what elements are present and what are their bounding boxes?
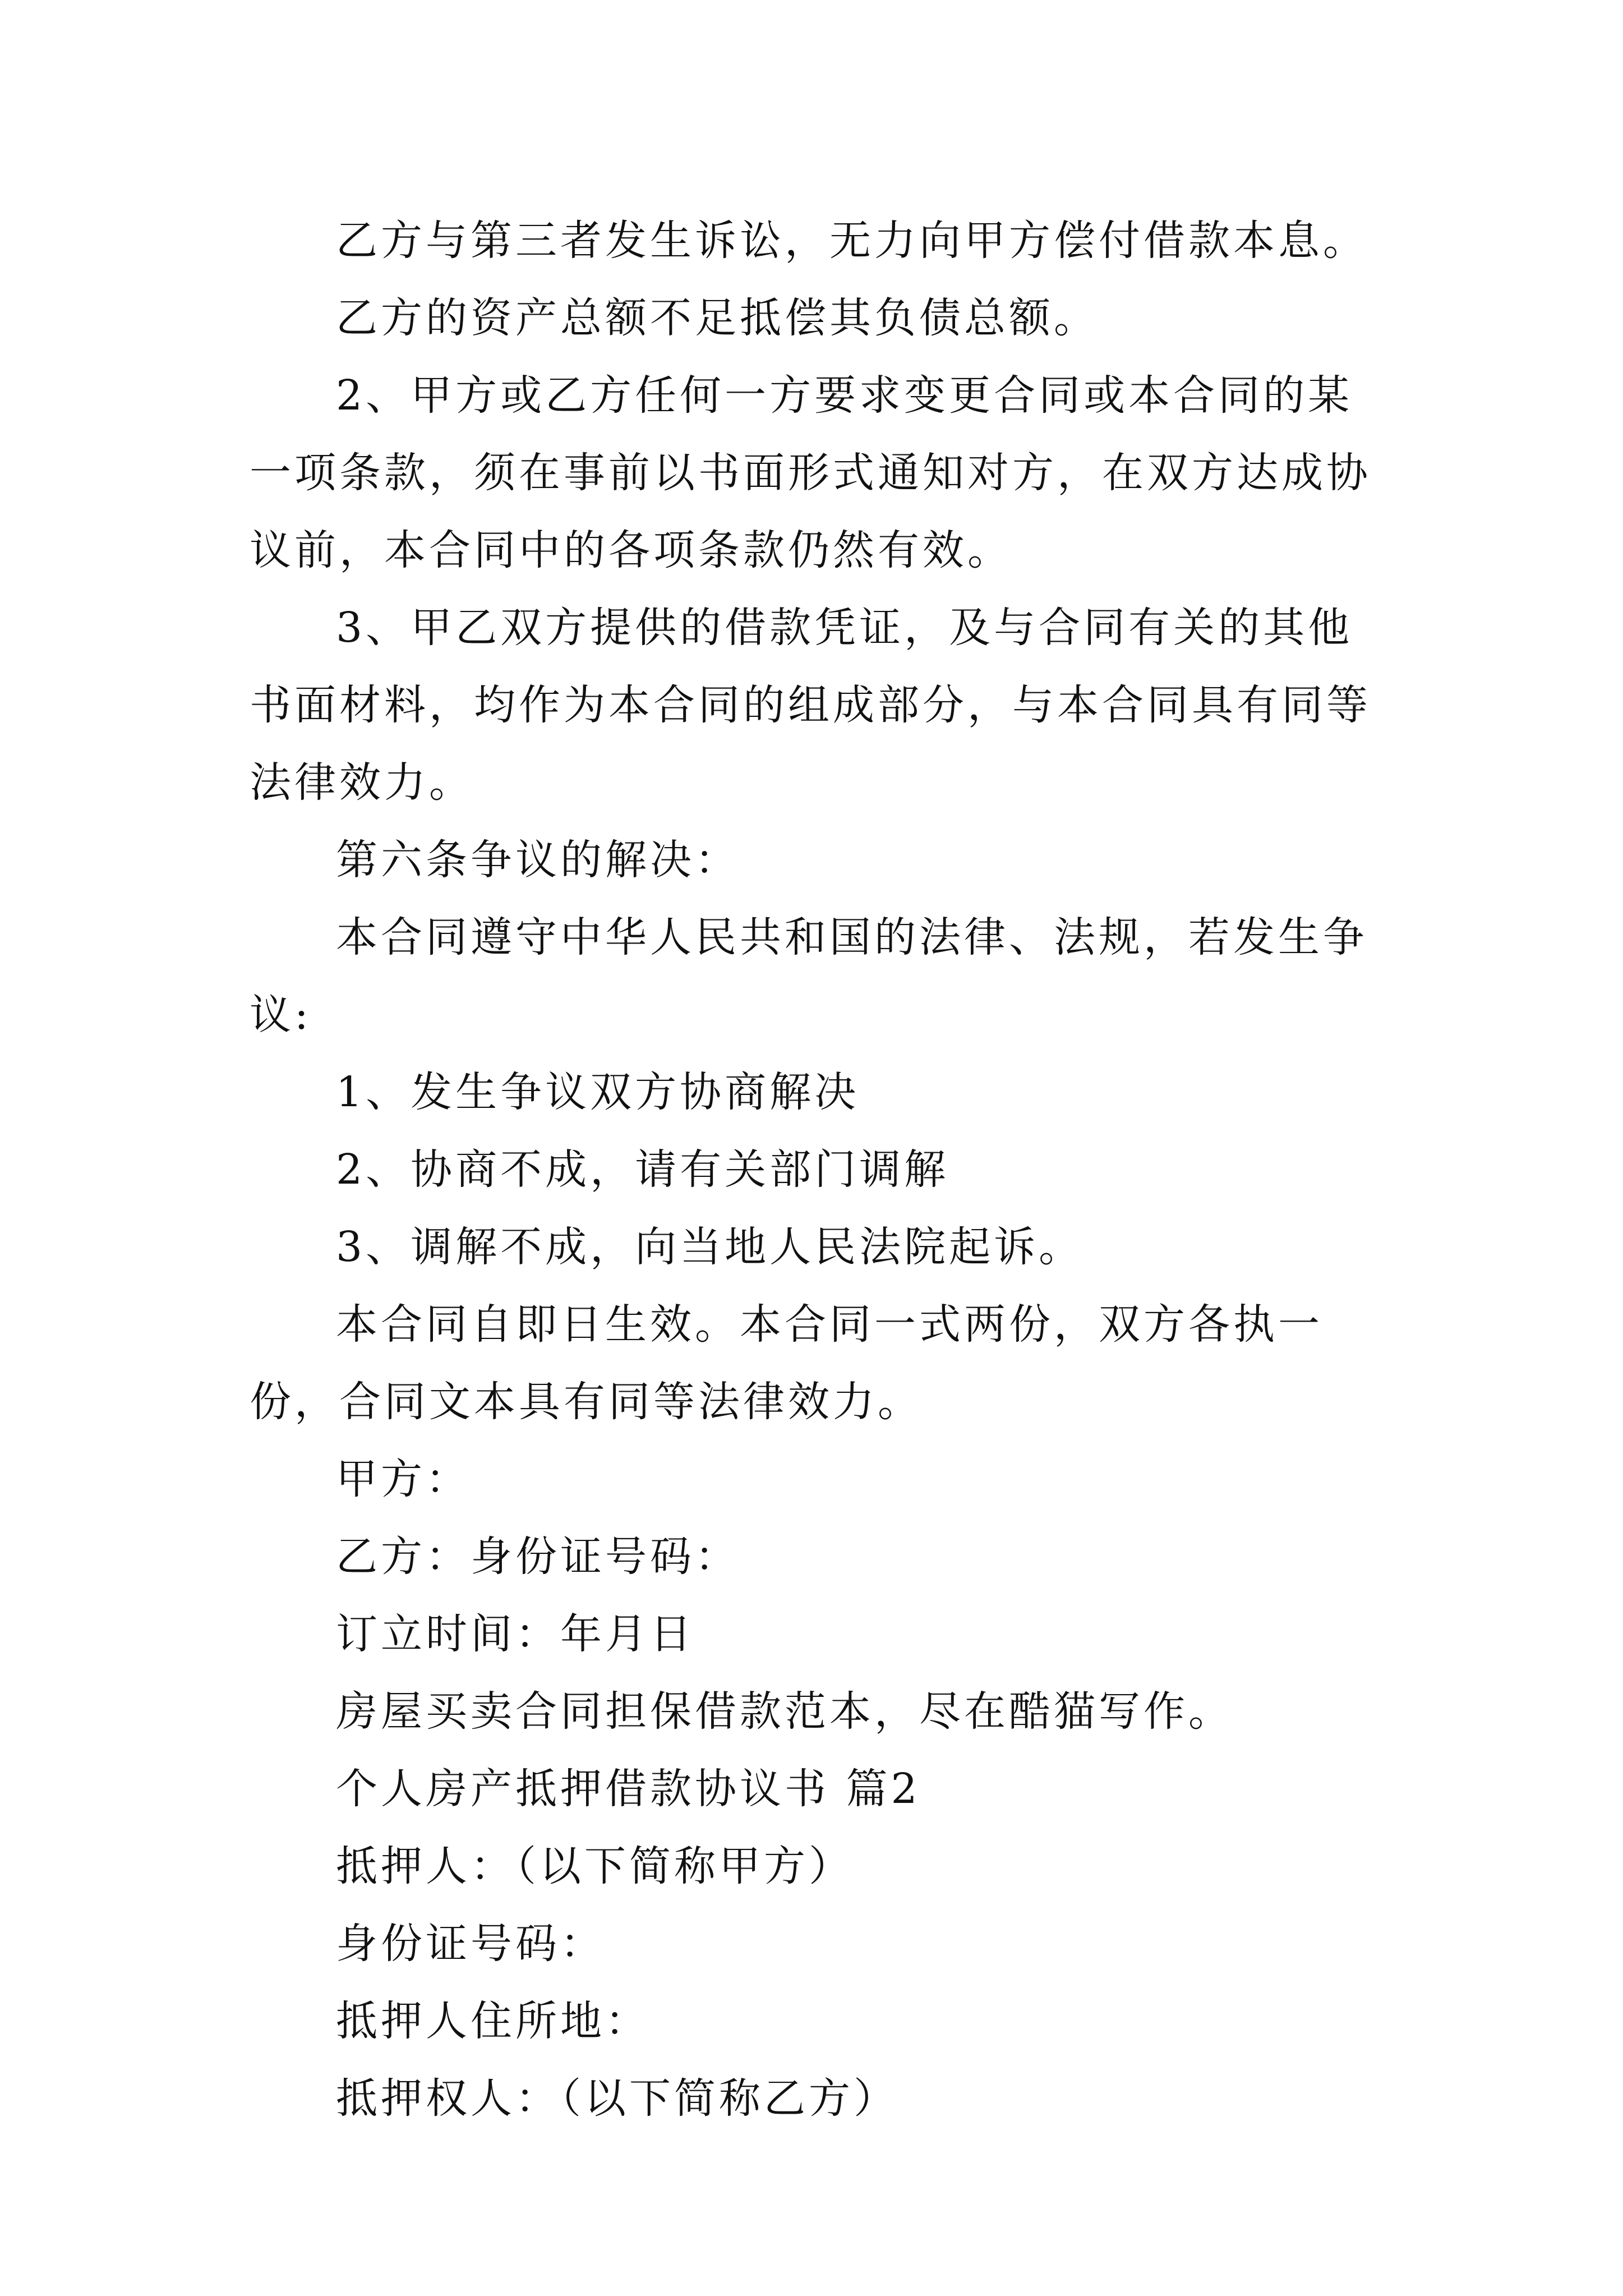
party-a-field: 甲方： (336, 1455, 471, 1503)
paragraph-3: 2、甲方或乙方任何一方要求变更合同或本合同的某一项条款，须在事前以书面形式通知对方，在双方达成协议前，本合同中的各项条款仍然有效。 (250, 371, 1371, 574)
list-item-3: 3、调解不成，向当地人民法院起诉。 (336, 1223, 1084, 1271)
paragraph-6: 本合同遵守中华人民共和国的法律、法规，若发生争议: (250, 913, 1368, 1039)
paragraph-4: 3、甲乙双方提供的借款凭证，及与合同有关的其他书面材料，均作为本合同的组成部分，与本合同具有同等法律效力。 (250, 604, 1371, 807)
id-number-field: 身份证号码： (336, 1920, 605, 1968)
document-body (250, 202, 1391, 2137)
paragraph-2: 乙方的资产总额不足抵偿其负债总额。 (336, 294, 1099, 342)
paragraph-effective: 本合同自即日生效。本合同一式两份，双方各执一份，合同文本具有同等法律效力。 (250, 1300, 1323, 1426)
section-title-part2: 个人房产抵押借款协议书 篇2 (336, 1765, 921, 1813)
list-item-2: 2、协商不成，请有关部门调解 (336, 1145, 949, 1194)
section-heading-dispute: 第六条争议的解决： (336, 836, 740, 884)
date-field: 订立时间：年月日 (336, 1610, 695, 1658)
mortgagee-field: 抵押权人：（以下简称乙方） (336, 2074, 898, 2123)
mortgagor-field: 抵押人：（以下简称甲方） (336, 1842, 854, 1890)
list-item-1: 1、发生争议双方协商解决 (336, 1068, 860, 1116)
mortgagor-address-field: 抵押人住所地： (336, 1997, 650, 2045)
paragraph-1: 乙方与第三者发生诉讼，无力向甲方偿付借款本息。 (336, 217, 1368, 265)
paragraph-template-note: 房屋买卖合同担保借款范本，尽在酷猫写作。 (336, 1687, 1233, 1736)
party-b-field: 乙方：身份证号码： (336, 1533, 740, 1581)
